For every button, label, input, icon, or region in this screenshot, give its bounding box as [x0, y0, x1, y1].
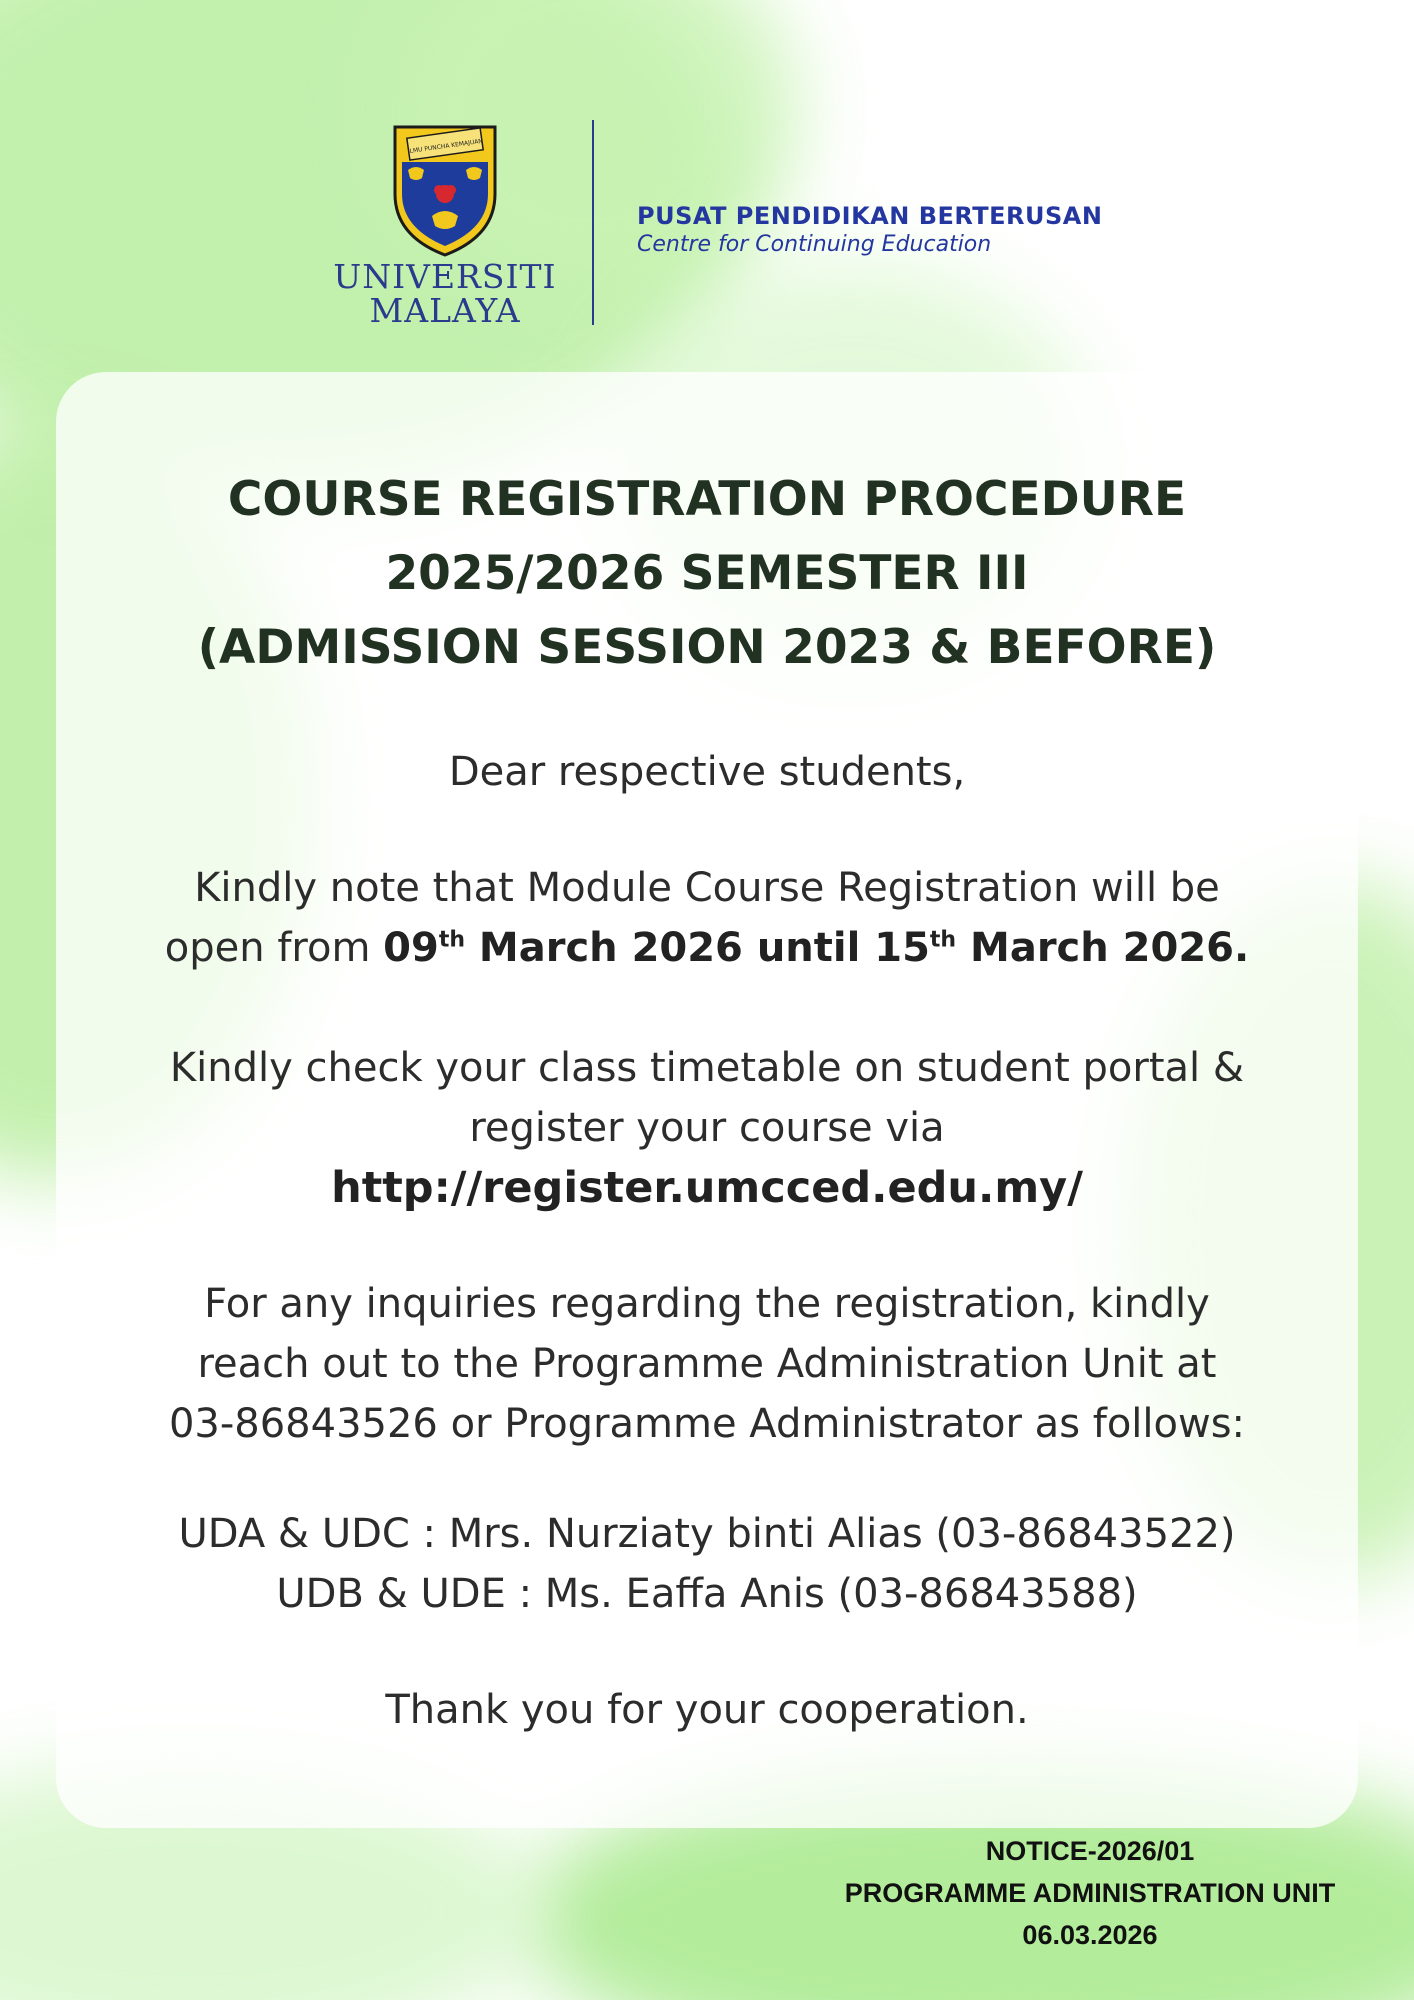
inquiries-paragraph: For any inquiries regarding the registration, kindly reach out to the Programme Administration Unit at 03-86843526 or Programme Administrator as follows: — [168, 1281, 1246, 1447]
administrator-contacts — [60, 1504, 1354, 1624]
greeting: Dear respective students, — [448, 749, 966, 795]
notice-date: 06.03.2026 — [1022, 1920, 1158, 1950]
notice-footer — [800, 1830, 1380, 1956]
registration-period: Kindly note that Module Course Registration will be open from 09th March 2026 until 15th March 2026. — [164, 865, 1250, 971]
timetable-instructions: Kindly check your class timetable on student portal & register your course via http://register.umcced.edu.my/ — [60, 1038, 1354, 1218]
centre-name-english: Centre for Continuing Education — [637, 232, 992, 257]
crest-icon — [392, 124, 498, 258]
header — [330, 120, 1230, 340]
notice-number: NOTICE-2026/01 — [985, 1836, 1195, 1866]
centre-name-malay: PUSAT PENDIDIKAN BERTERUSAN — [637, 202, 1103, 230]
contact-item: UDA & UDC : Mrs. Nurziaty binti Alias (03-86843522) — [178, 1511, 1236, 1557]
svg-text:ILMU PUNCHA KEMAJUAN: ILMU PUNCHA KEMAJUAN — [407, 137, 484, 156]
contact-item: UDB & UDE : Ms. Eaffa Anis (03-86843588) — [276, 1571, 1138, 1617]
university-name: UNIVERSITI MALAYA — [333, 257, 557, 330]
notice-title: COURSE REGISTRATION PROCEDURE 2025/2026 SEMESTER III (ADMISSION SESSION 2023 & BEFORE) — [197, 472, 1217, 675]
registration-url-link[interactable]: http://register.umcced.edu.my/ — [331, 1163, 1083, 1213]
thank-you-note: Thank you for your cooperation. — [385, 1687, 1029, 1733]
header-divider — [592, 120, 594, 325]
issuing-unit: PROGRAMME ADMINISTRATION UNIT — [844, 1878, 1336, 1908]
university-logo — [330, 120, 557, 340]
centre-name — [637, 202, 1102, 257]
